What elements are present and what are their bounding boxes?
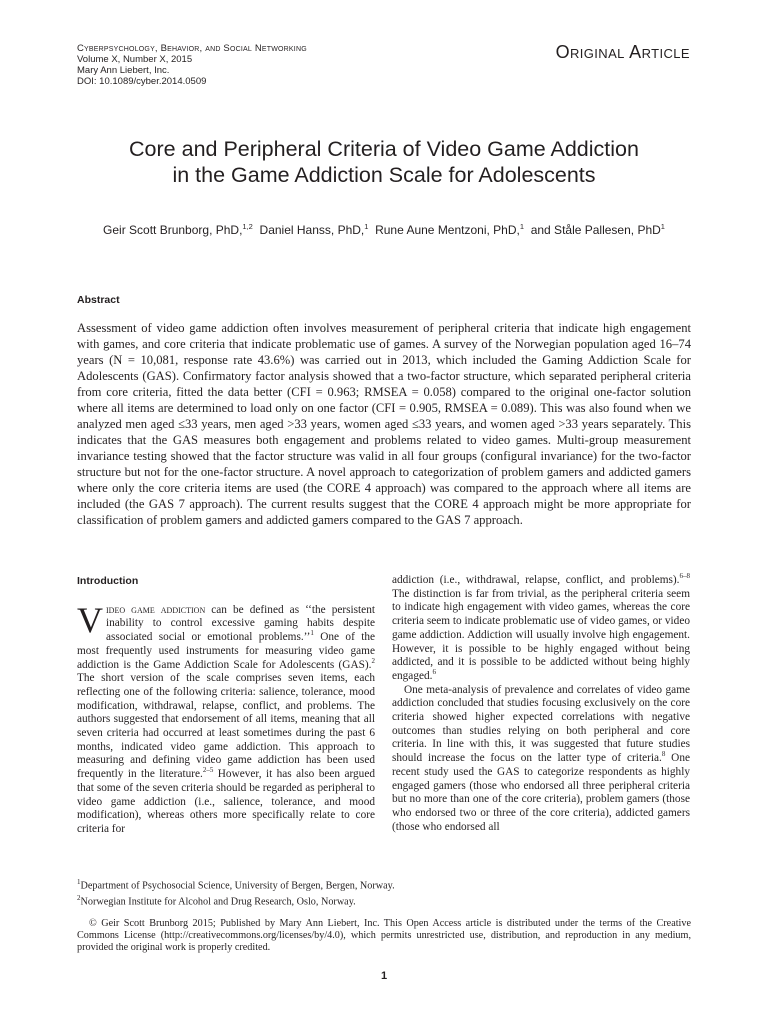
footnote	[77, 892, 395, 908]
section-heading-introduction: Introduction	[77, 575, 139, 587]
journal-volume: Volume X, Number X, 2015	[77, 54, 193, 65]
abstract-heading: Abstract	[77, 294, 120, 306]
text-run: can be defined as ‘‘the persistent inability to control excessive gaming habits despite associated social or emotional problems.’’	[106, 603, 375, 644]
author-affiliation: 1,2	[242, 222, 253, 231]
author-name: Geir Scott Brunborg, PhD,	[103, 223, 243, 237]
paragraph	[77, 599, 375, 837]
journal-publisher: Mary Ann Liebert, Inc.	[77, 65, 170, 76]
title-line-1: Core and Peripheral Criteria of Video Game Addiction	[129, 137, 639, 161]
text-run: One recent study used the GAS to categorize respondents as highly engaged gamers (those who endorsed all three peripheral criteria but no more than one of the core criteria), problem gamers (those who endorsed two or three of the core criteria), addicted gamers (those who endorsed all	[392, 752, 690, 833]
affiliation-footnotes	[77, 876, 395, 909]
paragraph	[392, 684, 690, 835]
reference-mark: 2	[371, 656, 375, 665]
lead-in-smallcaps: ideo game addiction	[106, 603, 206, 616]
author-affiliation: 1	[660, 222, 665, 231]
footnote-text: Norwegian Institute for Alcohol and Drug Research, Oslo, Norway.	[80, 896, 356, 908]
abstract-text: Assessment of video game addiction often involves measurement of peripheral criteria that indicate high engagement with games, and core criteria that indicate problematic use of games. A survey of the Norwegian population aged 16–74 years (N = 10,081, response rate 43.6%) was carried out in 2013, which included the Gaming Addiction Scale for Adolescents (GAS). Confirmatory factor analysis showed that a two-factor structure, which separated peripheral criteria from core criteria, fitted the data better (CFI = 0.963; RMSEA = 0.058) compared to the original one-factor solution where all items are determined to load only on one factor (CFI = 0.905, RMSEA = 0.089). This was also found when we analyzed men aged ≤33 years, men aged >33 years, women aged ≤33 years, and women aged >33 years separately. This indicates that the GAS measures both engagement and problems related to video games. Multi-group measurement invariance testing showed that the factor structure was valid in all four groups (configural invariance) for the two-factor structure but not for the one-factor structure. A novel approach to categorization of problem gamers and addicted gamers where only the core criteria items are used (the CORE 4 approach) was compared to the approach where all items are included (the GAS 7 approach). The current results suggest that the CORE 4 approach might be more appropriate for classification of problem gamers and addicted gamers compared to the GAS 7 approach.	[77, 321, 691, 527]
journal-name: Cyberpsychology, Behavior, and Social Networking	[77, 43, 307, 54]
text-run: addiction (i.e., withdrawal, relapse, conflict, and problems).	[392, 574, 680, 586]
reference-mark: 1	[310, 629, 314, 638]
text-run: However, it has also been argued that some of the seven criteria should be regarded as peripheral to video game addiction (i.e., salience, tolerance, and mood modification), whereas others more specifically relate to core criteria for	[77, 768, 375, 835]
page-number: 1	[380, 970, 388, 982]
author-name: and Ståle Pallesen, PhD	[530, 223, 661, 237]
article-title	[60, 136, 708, 188]
author-affiliation: 1	[519, 222, 525, 231]
license-statement: © Geir Scott Brunborg 2015; Published by Mary Ann Liebert, Inc. This Open Access article is distributed under the terms of the Creative Commons License (http://creativecommons.org/licenses/by/4.0), which permits unrestricted use, distribution, and reproduction in any medium, provided the original work is properly credited.	[77, 918, 691, 953]
column-left	[77, 575, 375, 837]
text-run: One meta-analysis of prevalence and correlates of video game addiction concluded that studies focusing exclusively on the core criteria showed higher expected correlations with negative outcomes than studies relying on both peripheral and core criteria. In line with this, it was suggested that future studies should increase the focus on the latter type of criteria.	[392, 683, 690, 765]
text-run: The distinction is far from trivial, as the peripheral criteria seem to indicate high engagement with video games, whereas the core criteria seem to indicate problematic use of video games, or video game addiction. Addiction will usually involve high engagement. However, it is possible to be highly engaged without being addicted, and it is possible to be addicted without being highly engaged.	[392, 587, 690, 682]
article-type: Original Article	[555, 42, 690, 62]
footnote-text: Department of Psychosocial Science, University of Bergen, Bergen, Norway.	[80, 880, 395, 892]
reference-mark: 6	[432, 668, 436, 677]
author-name: Daniel Hanss, PhD,	[259, 223, 365, 237]
reference-mark: 6–8	[679, 572, 690, 581]
text-run: The short version of the scale comprises seven items, each reflecting one of the following criteria: salience, tolerance, mood modification, withdrawal, relapse, conflict, and problems. The authors suggested that endorsement of all items, meaning that all seven criteria had occurred at least sometimes during the past 6 months, indicated video game addiction. This approach to measuring and defining video game addiction has been used frequently in the literature.	[77, 672, 375, 781]
reference-mark: 2–5	[202, 766, 214, 775]
author-name: Rune Aune Mentzoni, PhD,	[375, 223, 520, 237]
journal-info	[77, 43, 307, 87]
drop-cap: V	[77, 599, 103, 640]
text-run: One of the most frequently used instruments for measuring video game addiction is the Game Addiction Scale for Adolescents (GAS).	[77, 631, 375, 671]
footnote	[77, 876, 395, 892]
column-right	[392, 574, 690, 834]
footnote-mark: 1	[77, 878, 81, 886]
paragraph	[392, 574, 690, 684]
title-line-2: in the Game Addiction Scale for Adolescents	[172, 163, 596, 187]
journal-doi[interactable]: DOI: 10.1089/cyber.2014.0509	[77, 76, 207, 87]
author-affiliation: 1	[364, 222, 369, 231]
footnote-mark: 2	[77, 894, 81, 903]
reference-mark: 8	[661, 750, 666, 759]
author-list	[60, 222, 708, 237]
